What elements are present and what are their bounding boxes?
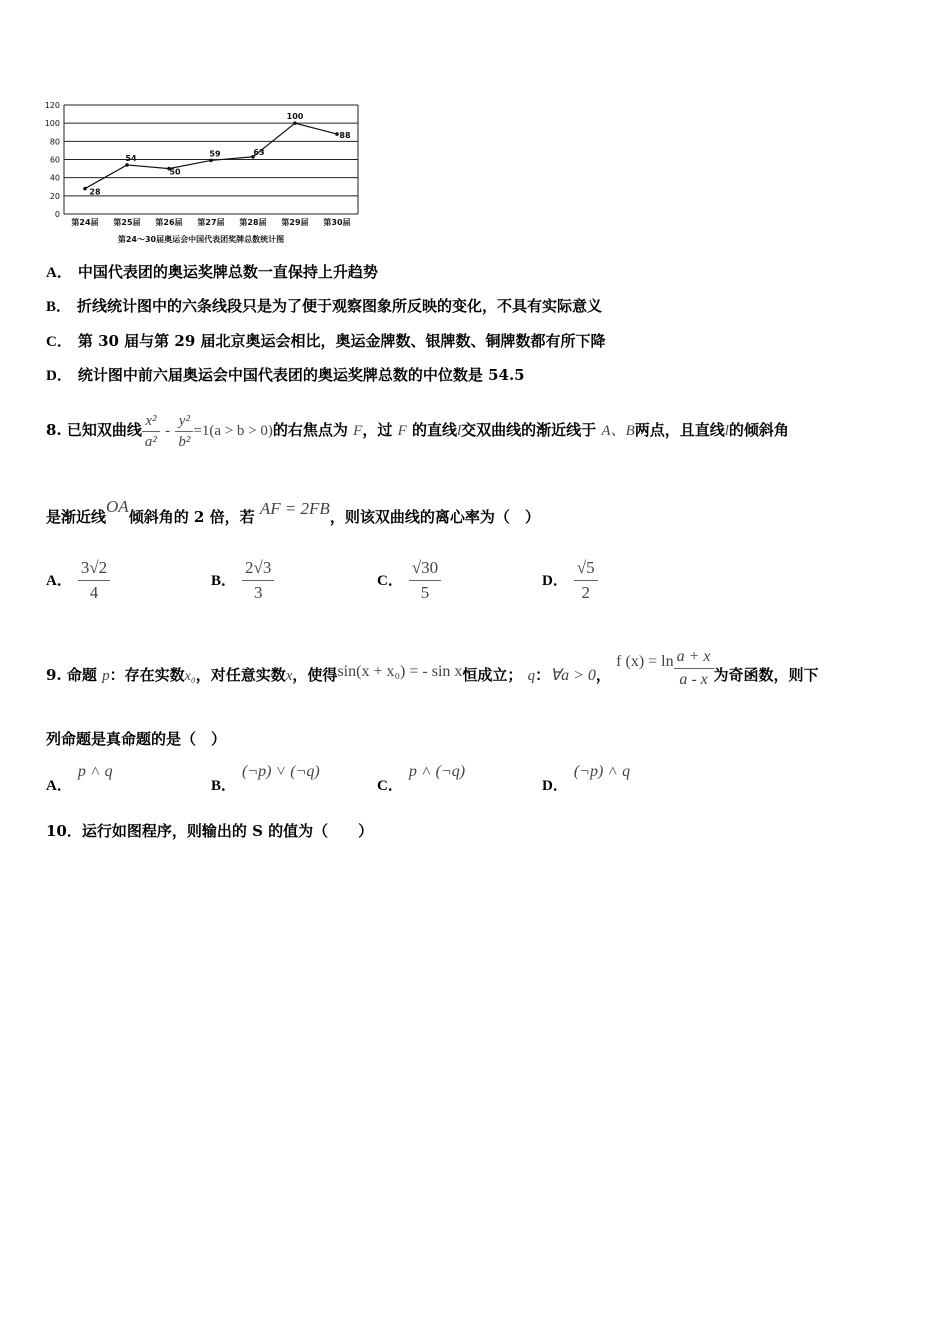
q7-option-b bbox=[46, 295, 602, 316]
option-fraction bbox=[409, 556, 441, 605]
q8-text: ，则该双曲线的离心率为（ ） bbox=[329, 508, 540, 526]
q10-text: 10．运行如图程序，则输出的 S 的值为（ ） bbox=[46, 822, 374, 840]
medal-line-chart bbox=[30, 96, 370, 251]
question-8-line-1 bbox=[46, 400, 789, 460]
q8-text: 两点，且直线 bbox=[634, 421, 725, 439]
q8-option-a bbox=[46, 556, 110, 605]
option-label: A． bbox=[46, 572, 72, 589]
var-f: F bbox=[353, 423, 363, 439]
frac-x2-a2 bbox=[142, 411, 160, 452]
option-expression: (¬p) ˄ q bbox=[573, 763, 631, 780]
question-9-line-1 bbox=[46, 640, 819, 710]
q8-option-c bbox=[377, 556, 441, 605]
var-x: x bbox=[285, 668, 293, 684]
var-ab: A、B bbox=[601, 423, 635, 439]
question-9-line-2 bbox=[46, 728, 226, 749]
chart-title: 第24～30届奥运会中国代表团奖牌总数统计图 bbox=[117, 235, 285, 244]
frac-num: √30 bbox=[409, 556, 441, 581]
q8-text: ，过 bbox=[362, 421, 393, 439]
x-tick-label: 第27届 bbox=[197, 218, 225, 227]
vector-equation: AF = 2FB bbox=[259, 499, 330, 518]
q9-text: ， bbox=[595, 666, 611, 684]
q9-text: 9. 命题 bbox=[46, 666, 97, 684]
option-label: D． bbox=[46, 368, 72, 384]
option-label: A． bbox=[46, 265, 72, 281]
frac-den: 2 bbox=[581, 583, 591, 602]
frac-den: b² bbox=[178, 433, 191, 450]
data-label: 88 bbox=[339, 131, 351, 141]
q9-text: ： bbox=[535, 666, 551, 684]
data-label: 59 bbox=[209, 149, 221, 159]
data-point bbox=[209, 159, 213, 163]
frac-y2-b2 bbox=[175, 411, 193, 452]
var-l: l bbox=[456, 423, 462, 439]
function-lhs: f (x) = ln bbox=[616, 653, 674, 670]
data-point bbox=[335, 132, 339, 136]
q7-option-a bbox=[46, 261, 378, 282]
frac-num: √5 bbox=[574, 556, 598, 581]
option-expression: (¬p) ˅ (¬q) bbox=[242, 763, 320, 780]
frac-num: a + x bbox=[674, 646, 714, 669]
var-q: q bbox=[527, 668, 536, 684]
var-l: l bbox=[724, 423, 729, 439]
option-fraction bbox=[242, 556, 274, 605]
q9-option-a bbox=[46, 760, 113, 794]
data-label: 28 bbox=[89, 187, 101, 197]
q8-text: 的直线 bbox=[411, 421, 457, 439]
question-10 bbox=[46, 820, 373, 841]
option-label: B． bbox=[211, 572, 237, 589]
q9-text: 恒成立； bbox=[462, 666, 523, 684]
var-f: F bbox=[397, 423, 407, 439]
option-text: 第 30 届与第 29 届北京奥运会相比，奥运金牌数、银牌数、铜牌数都有所下降 bbox=[77, 332, 606, 350]
frac-num: x² bbox=[142, 411, 160, 432]
y-tick-label: 40 bbox=[49, 173, 60, 183]
q9-option-d bbox=[542, 760, 630, 794]
frac-den: 5 bbox=[420, 583, 430, 602]
x-tick-label: 第26届 bbox=[155, 218, 183, 227]
data-point bbox=[83, 187, 87, 191]
q8-option-d bbox=[542, 556, 598, 605]
frac-num: 3√2 bbox=[78, 556, 110, 581]
function-fraction bbox=[674, 646, 714, 691]
x-tick-label: 第29届 bbox=[281, 218, 309, 227]
option-text: 折线统计图中的六条线段只是为了便于观察图象所反映的变化，不具有实际意义 bbox=[77, 297, 603, 315]
data-label: 63 bbox=[253, 147, 265, 157]
var-x0: x₀ bbox=[184, 669, 196, 684]
x-tick-label: 第25届 bbox=[113, 218, 141, 227]
q9-text: 为奇函数，则下 bbox=[713, 666, 819, 684]
equation-tail: =1(a > b > 0) bbox=[193, 423, 273, 439]
sine-equation: sin(x + x₀) = - sin x bbox=[337, 663, 463, 680]
q9-text: ，对任意实数 bbox=[195, 666, 286, 684]
option-label: B． bbox=[46, 299, 72, 315]
data-label: 54 bbox=[125, 153, 137, 163]
x-tick-label: 第28届 bbox=[239, 218, 267, 227]
q8-text: 交双曲线的渐近线于 bbox=[461, 421, 597, 439]
q8-option-b bbox=[211, 556, 274, 605]
frac-den: a² bbox=[144, 433, 157, 450]
q8-text: 的倾斜角 bbox=[728, 421, 789, 439]
y-tick-label: 60 bbox=[49, 155, 60, 165]
option-fraction bbox=[78, 556, 110, 605]
frac-num: y² bbox=[175, 411, 193, 432]
frac-den: 4 bbox=[89, 583, 99, 602]
option-label: C． bbox=[46, 334, 72, 350]
y-tick-label: 0 bbox=[54, 210, 60, 219]
question-8-line-2 bbox=[46, 497, 540, 534]
option-expression: p ˄ q bbox=[77, 763, 113, 780]
option-text: 统计图中前六届奥运会中国代表团的奥运奖牌总数的中位数是 54.5 bbox=[77, 366, 525, 384]
option-text: 中国代表团的奥运奖牌总数一直保持上升趋势 bbox=[77, 263, 378, 281]
q7-option-d bbox=[46, 364, 525, 385]
option-label: B． bbox=[211, 778, 237, 794]
x-tick-label: 第24届 bbox=[71, 218, 99, 227]
minus-sign: - bbox=[165, 423, 171, 439]
x-tick-label: 第30届 bbox=[323, 218, 351, 227]
forall-expression: ∀a > 0 bbox=[550, 667, 596, 684]
data-point bbox=[125, 163, 129, 167]
q9-text: ：存在实数 bbox=[109, 666, 185, 684]
option-label: D． bbox=[542, 778, 568, 794]
option-label: D． bbox=[542, 572, 568, 589]
q7-option-c bbox=[46, 330, 605, 351]
q8-text: 8. 已知双曲线 bbox=[46, 421, 142, 439]
q8-text: 的右焦点为 bbox=[272, 421, 348, 439]
q9-option-b bbox=[211, 760, 320, 794]
option-label: C． bbox=[377, 778, 403, 794]
y-tick-label: 80 bbox=[49, 137, 60, 147]
option-label: A． bbox=[46, 778, 72, 794]
q8-text: 倾斜角的 2 倍，若 bbox=[128, 508, 255, 526]
y-tick-label: 120 bbox=[44, 101, 60, 110]
frac-num: 2√3 bbox=[242, 556, 274, 581]
q9-text: 列命题是真命题的是（ ） bbox=[46, 730, 227, 748]
frac-den: a - x bbox=[679, 670, 708, 688]
option-expression: p ˄ (¬q) bbox=[408, 763, 466, 780]
frac-den: 3 bbox=[253, 583, 263, 602]
q8-text: 是渐近线 bbox=[46, 508, 107, 526]
var-oa: OA bbox=[106, 497, 129, 516]
y-tick-label: 20 bbox=[49, 191, 60, 201]
data-label: 50 bbox=[169, 167, 181, 177]
data-label: 100 bbox=[286, 112, 304, 122]
data-point bbox=[293, 121, 297, 125]
q9-option-c bbox=[377, 760, 465, 794]
option-label: C． bbox=[377, 572, 403, 589]
q9-text: ，使得 bbox=[292, 666, 338, 684]
y-tick-label: 100 bbox=[44, 119, 60, 129]
var-p: p bbox=[102, 668, 110, 684]
option-fraction bbox=[574, 556, 598, 605]
